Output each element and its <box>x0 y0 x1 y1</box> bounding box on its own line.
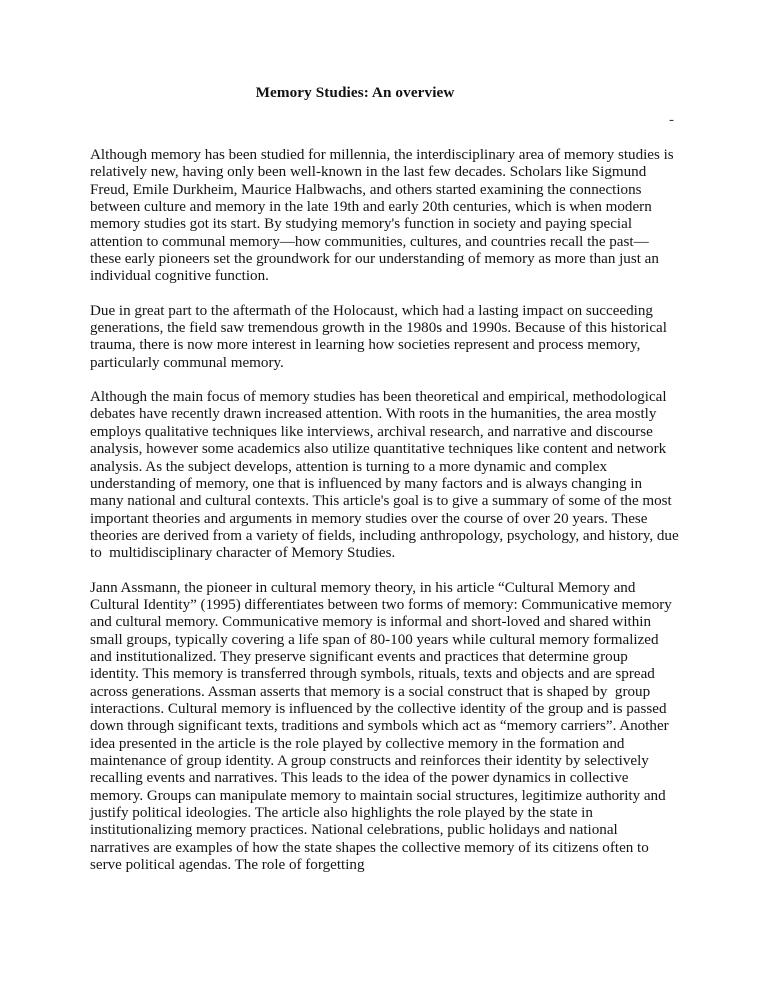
paragraph-methodology: Although the main focus of memory studies has been theoretical and empirical, methodological debates have recently drawn increased attention. With roots in the humanities, the area mostly employs qualitative techniques like interviews, archival research, and narrative and discourse analysis, however some academics also utilize quantitative techniques like content and network analysis. As the subject develops, attention is turning to a more dynamic and complex understanding of memory, one that is influenced by many factors and is always changing in many national and cultural contexts. This article's goal is to give a summary of some of the most important theories and arguments in memory studies over the course of over 20 years. These theories are derived from a variety of fields, including anthropology, psychology, and history, due to multidisciplinary character of Memory Studies. <box>90 389 683 562</box>
paragraph-holocaust-growth: Due in great part to the aftermath of the Holocaust, which had a lasting impact on succeeding generations, the field saw tremendous growth in the 1980s and 1990s. Because of this historical trauma, there is now more interest in learning how societies represent and process memory, particularly communal memory. <box>90 302 671 371</box>
page-title: Memory Studies: An overview <box>255 84 455 101</box>
paragraph-assmann-cultural-memory: Jann Assmann, the pioneer in cultural memory theory, in his article “Cultural Memory and Cultural Identity” (1995) differentiates between two forms of memory: Communicative memory and cultural memory. Communicative memory is informal and short-loved and shared within small groups, typically covering a life span of 80-100 years while cultural memory formalized and institutionalized. They preserve significant events and practices that determine group identity. This memory is transferred through symbols, rituals, texts and objects and are spread across generations. Assman asserts that memory is a social construct that is shaped by group interactions. Cultural memory is influenced by the collective identity of the group and is passed down through significant texts, traditions and symbols which act as “memory carriers”. Another idea presented in the article is the role played by collective memory in the formation and maintenance of group identity. A group constructs and reinforces their identity by selectively recalling events and narratives. This leads to the idea of the power dynamics in collective memory. Groups can manipulate memory to maintain social structures, legitimize authority and justify political ideologies. The article also highlights the role played by the state in institutionalizing memory practices. National celebrations, public holidays and national narratives are examples of how the state shapes the collective memory of its citizens often to serve political agendas. The role of forgetting <box>90 579 676 874</box>
paragraph-intro-history: Although memory has been studied for millennia, the interdisciplinary area of memory studies is relatively new, having only been well-known in the last few decades. Scholars like Sigmund Freud, Emile Durkheim, Maurice Halbwachs, and others started examining the connections between culture and memory in the late 19th and early 20th centuries, which is when modern memory studies got its start. By studying memory's function in society and paying special attention to communal memory—how communities, cultures, and countries recall the past—these early pioneers set the groundwork for our understanding of memory as more than just an individual cognitive function. <box>90 147 678 285</box>
stray-dash-mark: - <box>669 112 674 128</box>
document-body <box>90 147 683 874</box>
